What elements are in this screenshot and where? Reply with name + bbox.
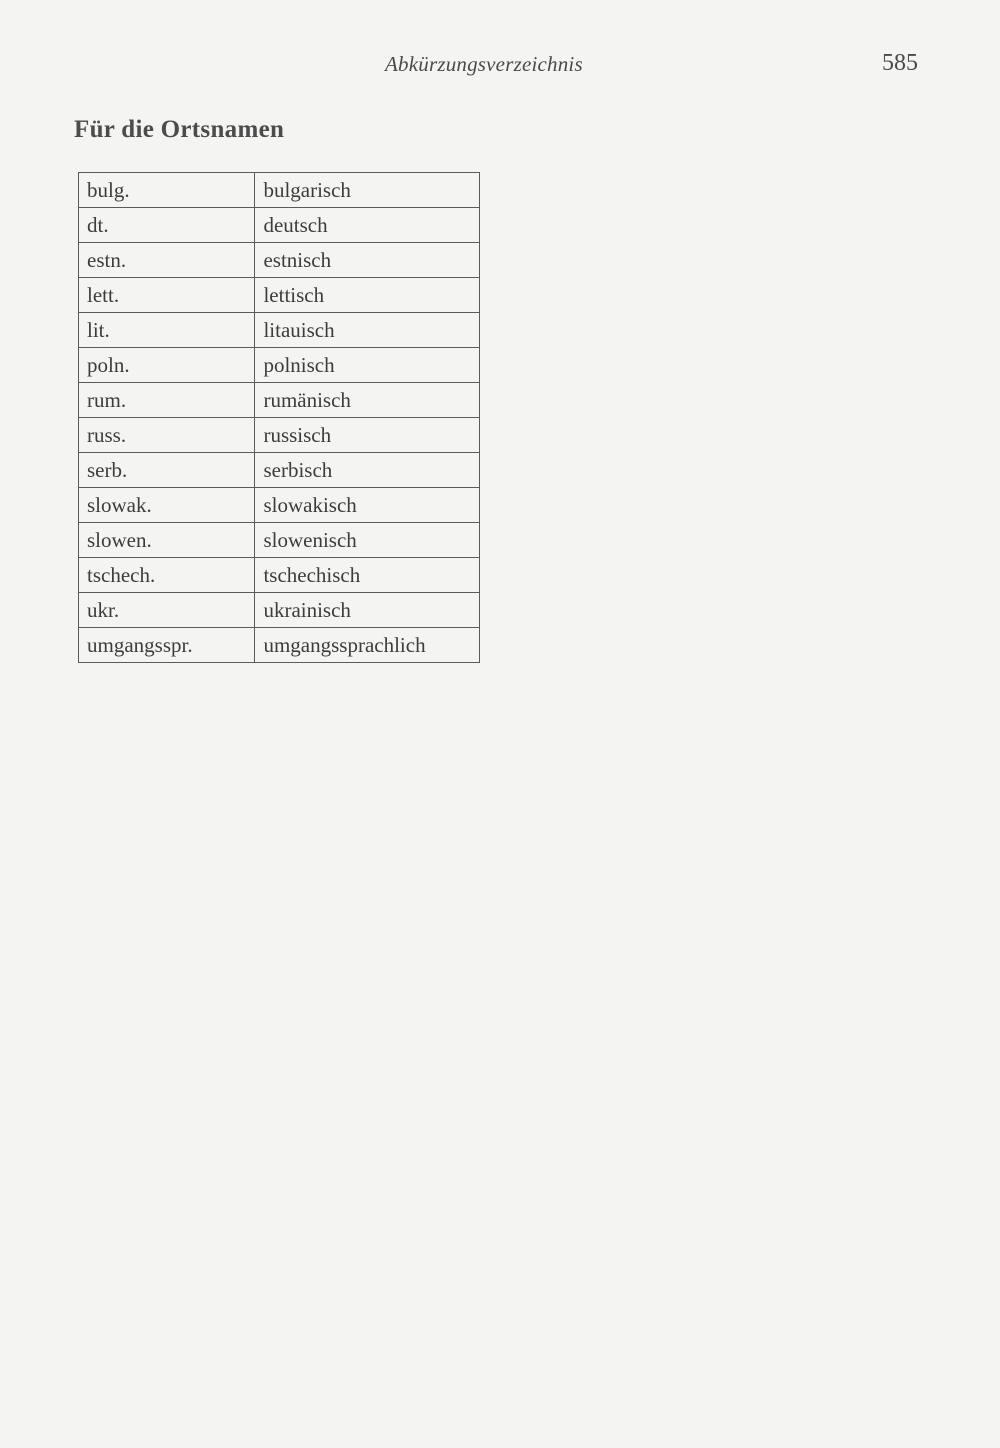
expansion-cell: slowakisch xyxy=(255,488,480,523)
table-row xyxy=(79,453,480,488)
abbreviation-cell: dt. xyxy=(79,208,255,243)
expansion-cell: russisch xyxy=(255,418,480,453)
page-number: 585 xyxy=(882,50,918,76)
expansion-cell: lettisch xyxy=(255,278,480,313)
expansion-cell: deutsch xyxy=(255,208,480,243)
running-head xyxy=(0,50,1000,82)
section-heading: Für die Ortsnamen xyxy=(74,116,285,143)
table-row xyxy=(79,278,480,313)
expansion-cell: tschechisch xyxy=(255,558,480,593)
abbreviation-cell: lit. xyxy=(79,313,255,348)
expansion-cell: bulgarisch xyxy=(255,173,480,208)
abbreviation-cell: slowen. xyxy=(79,523,255,558)
table-row xyxy=(79,383,480,418)
table-row xyxy=(79,208,480,243)
abbreviation-cell: poln. xyxy=(79,348,255,383)
abbreviation-cell: ukr. xyxy=(79,593,255,628)
abbreviation-cell: rum. xyxy=(79,383,255,418)
abbreviation-cell: lett. xyxy=(79,278,255,313)
table-row xyxy=(79,418,480,453)
table-row xyxy=(79,488,480,523)
abbreviation-cell: umgangsspr. xyxy=(79,628,255,663)
abbreviation-cell: serb. xyxy=(79,453,255,488)
expansion-cell: polnisch xyxy=(255,348,480,383)
abbreviation-cell: tschech. xyxy=(79,558,255,593)
table-row xyxy=(79,243,480,278)
abbreviation-table-body xyxy=(79,173,480,663)
table-row xyxy=(79,173,480,208)
expansion-cell: litauisch xyxy=(255,313,480,348)
abbreviation-cell: russ. xyxy=(79,418,255,453)
expansion-cell: ukrainisch xyxy=(255,593,480,628)
table-row xyxy=(79,523,480,558)
expansion-cell: rumänisch xyxy=(255,383,480,418)
expansion-cell: slowenisch xyxy=(255,523,480,558)
table-row xyxy=(79,628,480,663)
table-row xyxy=(79,593,480,628)
expansion-cell: estnisch xyxy=(255,243,480,278)
abbreviation-cell: bulg. xyxy=(79,173,255,208)
abbreviation-cell: slowak. xyxy=(79,488,255,523)
abbreviation-table xyxy=(78,172,480,663)
expansion-cell: umgangssprachlich xyxy=(255,628,480,663)
table-row xyxy=(79,313,480,348)
table-row xyxy=(79,348,480,383)
abbreviation-cell: estn. xyxy=(79,243,255,278)
table-row xyxy=(79,558,480,593)
running-title: Abkürzungsverzeichnis xyxy=(385,52,583,76)
expansion-cell: serbisch xyxy=(255,453,480,488)
